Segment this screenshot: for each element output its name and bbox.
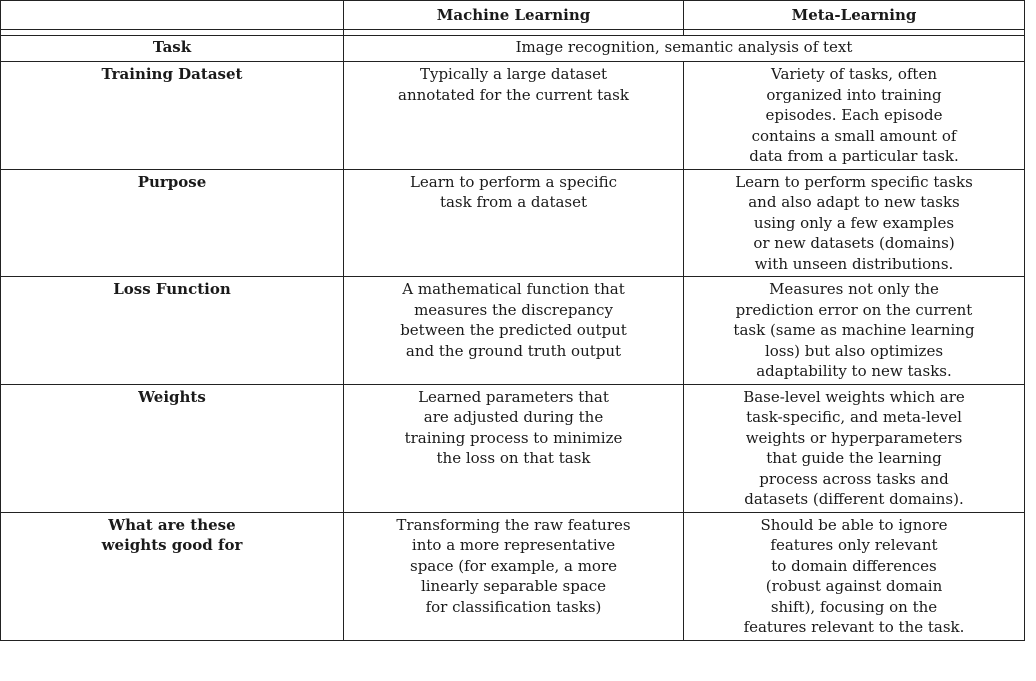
cell-text-line: Weights (138, 387, 206, 406)
table-header-row (1, 1, 1025, 30)
cell-text-line: Training Dataset (101, 65, 243, 83)
table-row-training-dataset (1, 62, 1025, 170)
table-row-weights-good-for (1, 512, 1025, 640)
cell-text-line: Learn to perform a specific (409, 172, 618, 191)
row-label (1, 512, 344, 640)
cell-text-line: Learn to perform specific tasks (735, 172, 973, 191)
table-row-task (1, 36, 1025, 62)
header-machine-learning: Machine Learning (344, 1, 684, 30)
cell-text-line: organized into training (766, 85, 942, 104)
cell-text-line: measures the discrepancy (414, 300, 613, 319)
cell-text-line: shift), focusing on the (770, 597, 938, 616)
cell-text-line: contains a small amount of (751, 126, 957, 145)
task-value: Image recognition, semantic analysis of text (344, 36, 1025, 62)
table-row-loss-function (1, 277, 1025, 385)
row-label (1, 169, 344, 277)
machine-learning-cell (344, 169, 684, 277)
cell-text-line: features relevant to the task. (743, 618, 965, 636)
cell-text-line: into a more representative (411, 536, 616, 554)
cell-text-line: episodes. Each episode (765, 106, 943, 124)
cell-text-line: training process to minimize (404, 428, 623, 447)
cell-text-line: process across tasks and (759, 469, 949, 488)
cell-text-line: weights or hyperparameters (745, 428, 963, 447)
cell-text-line: Should be able to ignore (760, 515, 948, 534)
row-label (1, 384, 344, 512)
machine-learning-cell (344, 384, 684, 512)
cell-text-line: are adjusted during the (423, 408, 604, 426)
cell-text-line: weights good for (101, 536, 243, 554)
row-label (1, 62, 344, 170)
cell-text-line: Transforming the raw features (396, 515, 631, 534)
cell-text-line: task from a dataset (439, 193, 588, 211)
cell-text-line: Learned parameters that (418, 387, 609, 406)
cell-text-line: annotated for the current task (398, 85, 629, 104)
cell-text-line: Purpose (137, 172, 207, 191)
cell-text-line: Loss Function (113, 280, 231, 298)
machine-learning-cell (344, 512, 684, 640)
cell-text-line: Variety of tasks, often (770, 65, 937, 83)
cell-text-line: between the predicted output (400, 321, 627, 339)
cell-text-line: adaptability to new tasks. (756, 362, 952, 380)
cell-text-line: Measures not only the (769, 280, 939, 298)
meta-learning-cell (684, 169, 1025, 277)
header-empty-cell (1, 1, 344, 30)
cell-text-line: loss) but also optimizes (764, 341, 944, 360)
cell-text-line: task-specific, and meta-level (746, 408, 962, 426)
cell-text-line: that guide the learning (766, 449, 942, 467)
cell-text-line: and also adapt to new tasks (748, 193, 960, 211)
meta-learning-cell (684, 277, 1025, 385)
cell-text-line: and the ground truth output (405, 341, 622, 360)
cell-text-line: space (for example, a more (410, 556, 617, 575)
cell-text-line: prediction error on the current (735, 300, 973, 319)
table-body (1, 62, 1025, 641)
meta-learning-cell (684, 62, 1025, 170)
machine-learning-cell (344, 62, 684, 170)
row-label (1, 277, 344, 385)
cell-text-line: task (same as machine learning (733, 321, 975, 339)
table-row-purpose (1, 169, 1025, 277)
cell-text-line: the loss on that task (436, 449, 591, 467)
cell-text-line: or new datasets (domains) (753, 234, 955, 252)
cell-text-line: A mathematical function that (402, 280, 625, 298)
cell-text-line: with unseen distributions. (754, 254, 954, 273)
cell-text-line: features only relevant (770, 536, 938, 554)
cell-text-line: Base-level weights which are (743, 387, 965, 406)
cell-text-line: for classification tasks) (425, 597, 602, 616)
cell-text-line: (robust against domain (765, 577, 943, 595)
cell-text-line: using only a few examples (753, 213, 955, 232)
cell-text-line: to domain differences (771, 556, 937, 575)
table-row-weights (1, 384, 1025, 512)
cell-text-line: Typically a large dataset (419, 65, 608, 83)
row-label-task: Task (1, 36, 344, 62)
header-meta-learning: Meta-Learning (684, 1, 1025, 30)
cell-text-line: linearly separable space (420, 577, 607, 595)
machine-learning-cell (344, 277, 684, 385)
cell-text-line: data from a particular task. (749, 147, 959, 165)
meta-learning-cell (684, 384, 1025, 512)
cell-text-line: datasets (different domains). (744, 490, 964, 508)
cell-text-line: What are these (108, 515, 236, 534)
meta-learning-cell (684, 512, 1025, 640)
